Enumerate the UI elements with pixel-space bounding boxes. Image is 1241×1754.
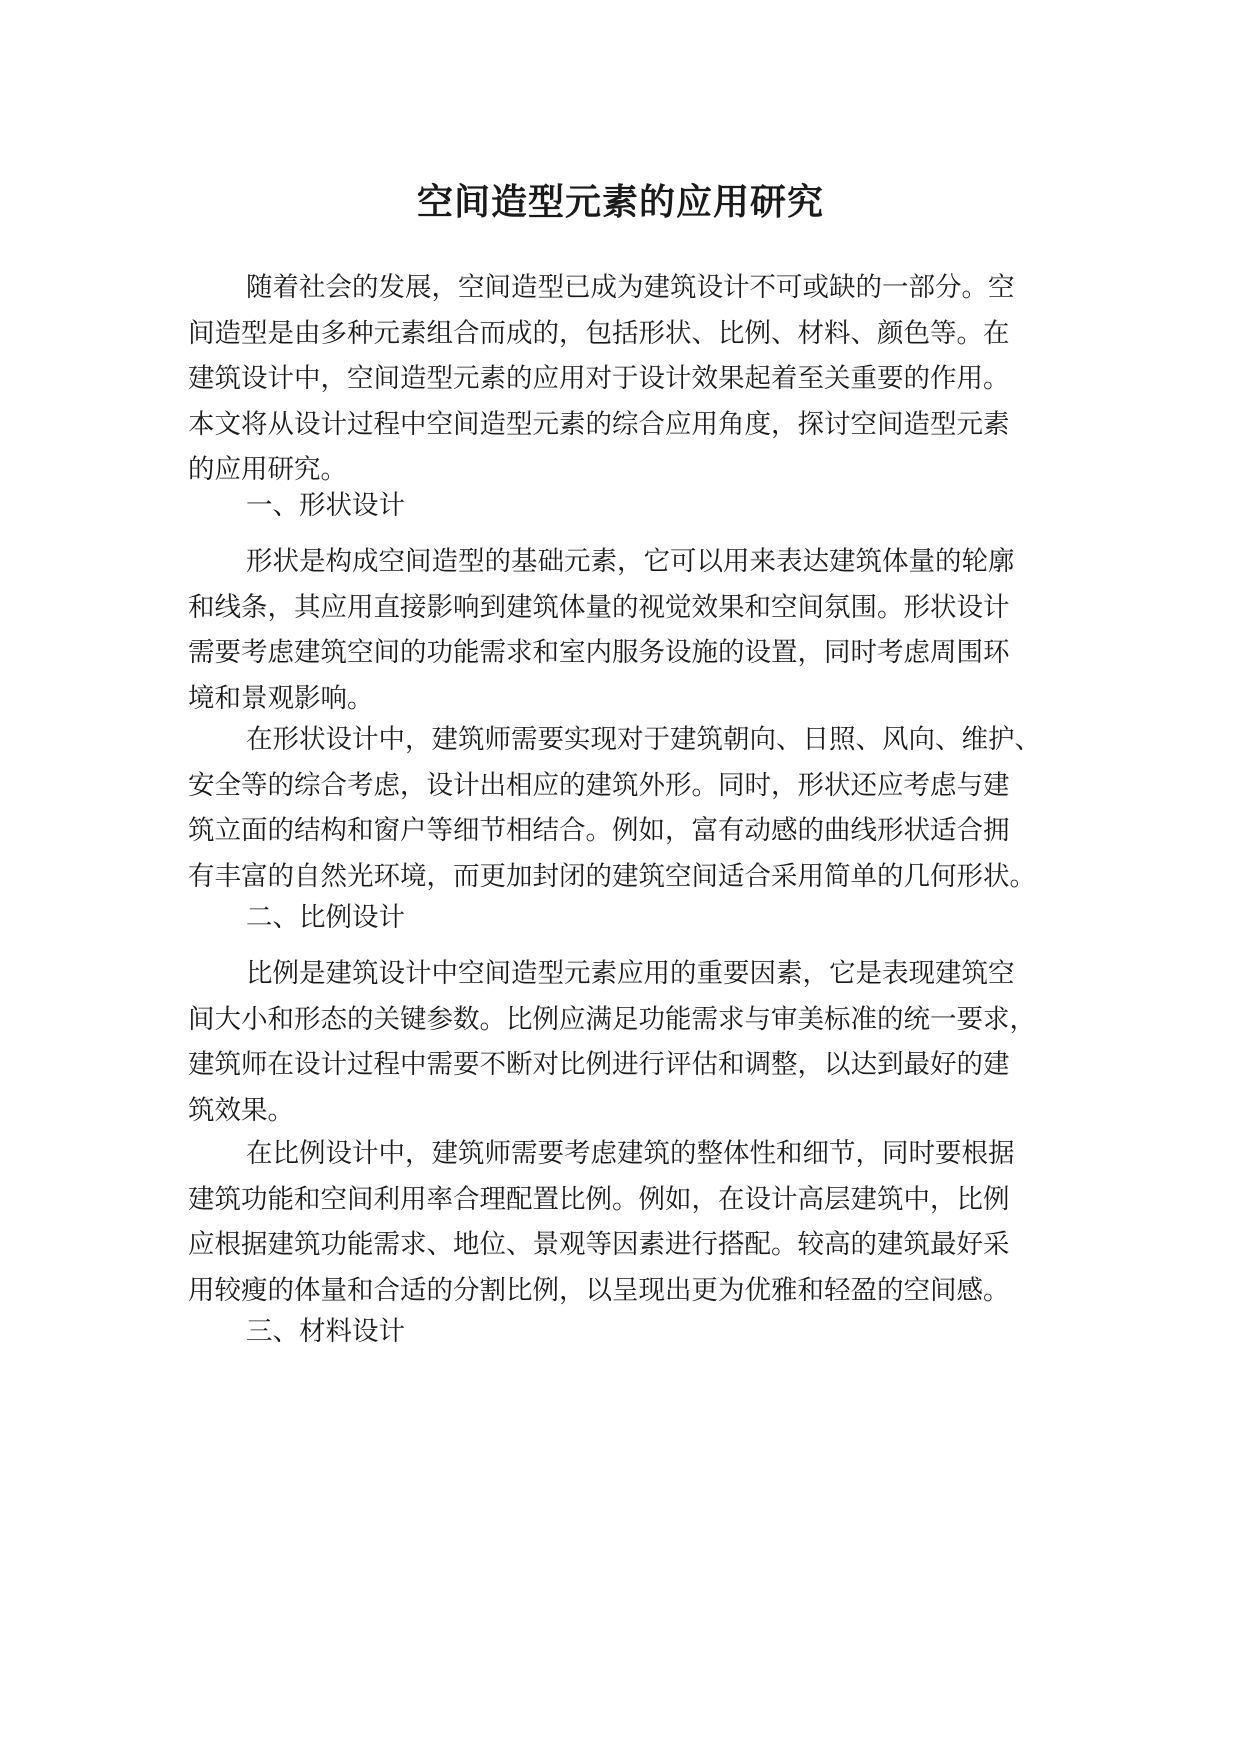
paragraph-line: 本文将从设计过程中空间造型元素的综合应用角度，探讨空间造型元素 <box>188 408 1010 440</box>
paragraph-line: 筑立面的结构和窗户等细节相结合。例如，富有动感的曲线形状适合拥 <box>188 815 1010 846</box>
paragraph-line: 间造型是由多种元素组合而成的，包括形状、比例、材料、颜色等。在 <box>188 317 1010 349</box>
section-heading-proportion: 二、比例设计 <box>246 902 405 933</box>
paragraph-shape-2 <box>188 717 1068 899</box>
paragraph-line: 在比例设计中，建筑师需要考虑建筑的整体性和细节，同时要根据 <box>246 1138 1015 1169</box>
section-heading-shape: 一、形状设计 <box>246 490 405 521</box>
paragraph-intro <box>188 265 1068 493</box>
paragraph-line: 比例是建筑设计中空间造型元素应用的重要因素，它是表现建筑空 <box>246 958 1015 989</box>
paragraph-shape-1 <box>188 539 1068 721</box>
paragraph-line: 建筑师在设计过程中需要不断对比例进行评估和调整，以达到最好的建 <box>188 1049 1010 1080</box>
paragraph-line: 应根据建筑功能需求、地位、景观等因素进行搭配。较高的建筑最好采 <box>188 1229 1010 1260</box>
paragraph-line: 间大小和形态的关键参数。比例应满足功能需求与审美标准的统一要求， <box>188 1003 1036 1035</box>
paragraph-line: 形状是构成空间造型的基础元素，它可以用来表达建筑体量的轮廓 <box>246 546 1015 577</box>
paragraph-line: 建筑设计中，空间造型元素的应用对于设计效果起着至关重要的作用。 <box>188 363 1010 394</box>
section-heading-material: 三、材料设计 <box>246 1316 405 1347</box>
paragraph-line: 境和景观影响。 <box>188 682 374 714</box>
paragraph-line: 和线条，其应用直接影响到建筑体量的视觉效果和空间氛围。形状设计 <box>188 591 1010 623</box>
paragraph-line: 筑效果。 <box>188 1094 294 1126</box>
paragraph-proportion-1 <box>188 951 1068 1133</box>
paragraph-line: 有丰富的自然光环境，而更加封闭的建筑空间适合采用简单的几何形状。 <box>188 860 1036 892</box>
paragraph-line: 的应用研究。 <box>188 454 347 485</box>
paragraph-proportion-2 <box>188 1131 1068 1313</box>
paragraph-line: 需要考虑建筑空间的功能需求和室内服务设施的设置，同时考虑周围环 <box>188 637 1010 668</box>
paragraph-line: 建筑功能和空间利用率合理配置比例。例如，在设计高层建筑中，比例 <box>188 1183 1010 1215</box>
paragraph-line: 在形状设计中，建筑师需要实现对于建筑朝向、日照、风向、维护、 <box>246 724 1041 755</box>
paragraph-line: 随着社会的发展，空间造型已成为建筑设计不可或缺的一部分。空 <box>246 272 1015 303</box>
document-title: 空间造型元素的应用研究 <box>416 182 824 223</box>
paragraph-line: 用较瘦的体量和合适的分割比例，以呈现出更为优雅和轻盈的空间感。 <box>188 1274 1010 1306</box>
paragraph-line: 安全等的综合考虑，设计出相应的建筑外形。同时，形状还应考虑与建 <box>188 769 1010 801</box>
